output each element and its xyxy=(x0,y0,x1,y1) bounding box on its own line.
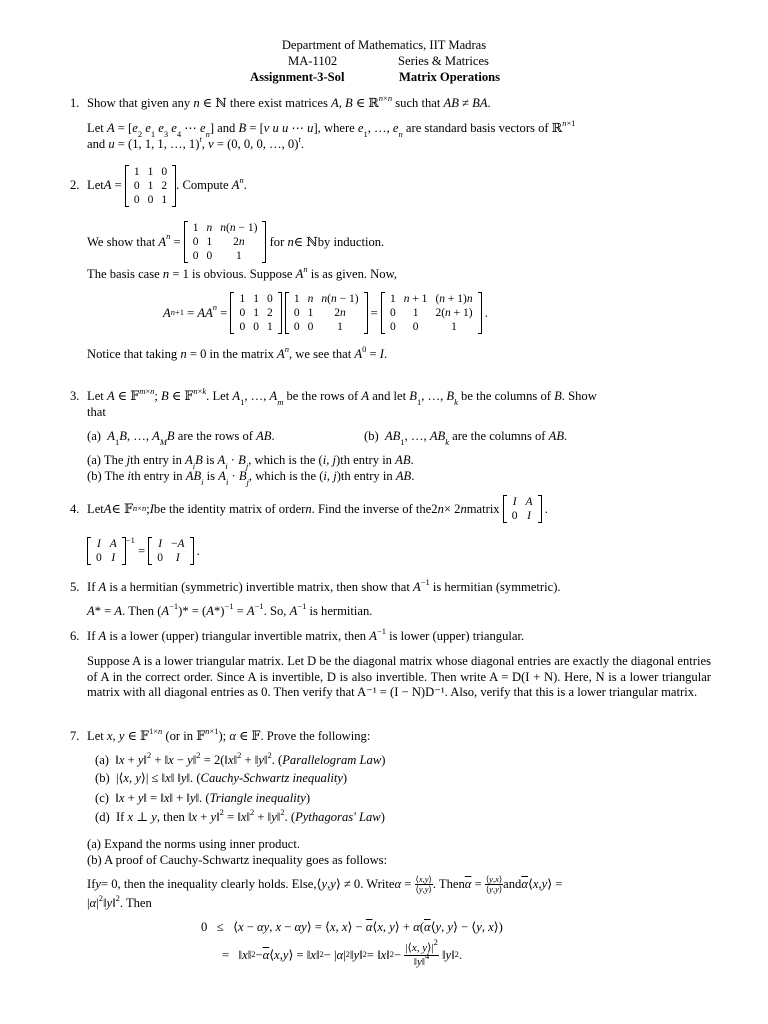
q4-solution: I A 0 I $^{-1}$ = I −A 0 I . xyxy=(87,533,200,569)
q2-matrix-a: 1 1 0 0 1 2 0 0 1 xyxy=(125,165,176,207)
course-code: MA-1102 xyxy=(288,54,338,68)
q5-solution: A* = A. Then $(A^{-1})* = (A*)^{-1} = A^{-1}$. So, $A^{-1}$ is hermitian. xyxy=(87,600,373,618)
q7-proof-eq: = ‖ x ‖ $^2$ − $\overline{\alpha}$ ⟨ x , y ⟩ = ‖ x ‖ $^2$ − | α | $^2$ ‖ y ‖ $^2$ = ‖ x ‖ $^2$ − $\frac{|⟨x, y⟩|^2}{‖y‖^4}$ ‖ y ‖ $^2$ . xyxy=(222,936,463,968)
q3-solution-b: (b) The ith entry in $AB_i$ is $A_i \cdot B_j$, which is the (i, j)th entry in AB. xyxy=(87,469,415,487)
department-title: Department of Mathematics, IIT Madras xyxy=(281,38,487,52)
q1-statement: Show that given any n ∈ ℕ there exist matrices A, B ∈ ℝ$^{n\times n}$ such that AB ≠ BA. xyxy=(87,92,491,110)
q3-part-b: (b) $AB_1$, …, $AB_k$ are the columns of AB. xyxy=(364,429,568,447)
q7-proof-line2: $|\alpha|^2‖y‖^2$. Then xyxy=(87,892,152,910)
q7-item-c: (c) ‖x + y‖ = ‖x‖ + ‖y‖. (Triangle inequality) xyxy=(95,791,311,805)
q3-statement-cont: that xyxy=(87,405,106,419)
q7-item-a: (a) ‖x + y‖$^2$ + ‖x − y‖$^2$ = 2(‖x‖$^2$ + ‖y‖$^2$. (Parallelogram Law) xyxy=(95,749,386,767)
q3-solution-a: (a) The jth entry in $A_iB$ is $A_i \cdot B_j$, which is the (i, j)th entry in AB. xyxy=(87,453,414,471)
q7-proof-ineq: 0 ≤ ⟨x − αy, x − αy⟩ = ⟨x, x⟩ − $\overline{\alpha}⟨x$, y⟩ + $\alpha(\overline{\alpha}⟨y$, y⟩ − ⟨y, x⟩) xyxy=(201,920,503,934)
q6-number: 6. xyxy=(70,629,80,643)
q4-number: 4. xyxy=(70,502,80,516)
assignment-title: Assignment-3-Sol xyxy=(250,70,345,84)
topic-title: Matrix Operations xyxy=(399,70,501,84)
q1-solution-line1: Let $A = [e_2$ $e_1$ $e_3$ $e_4$ ⋯ $e_n$] and B = [v u u ⋯ u], where $e_1$, …, $e_n$ are standard basis vectors of ℝ$^{n\times 1}$ xyxy=(87,117,576,139)
q2-claim: We show that $A^n$ = 1 n n(n − 1) 0 1 2n 0 0 1 for n ∈ ℕ by induction. xyxy=(87,222,385,262)
course-name: Series & Matrices xyxy=(398,54,489,68)
q7-item-d: (d) If x ⊥ y, then ‖x + y‖$^2$ = ‖x‖$^2$ + ‖y‖$^2$. (Pythagoras' Law) xyxy=(95,806,385,824)
q3-number: 3. xyxy=(70,389,80,403)
q7-solution-a: (a) Expand the norms using inner product. xyxy=(87,837,300,851)
q4-solution-rhs: I −A 0 I xyxy=(148,537,193,565)
q4-statement: Let A ∈ 𝔽 $^{n \times n}$ ; I be the identity matrix of order n . Find the inverse of the 2 n × 2 n matrix I A 0 I . xyxy=(87,496,548,522)
q2-induction-step: A $^{n +1}$ = $AA^n$ = 1 1 0 0 1 2 0 0 1 1 n n(n − 1) 0 1 2n 0 0 1 = 1 n + 1 (n + 1)n 0 1 2(n + 1) 0 0 1 . xyxy=(163,293,488,333)
q5-number: 5. xyxy=(70,580,80,594)
q2-notice: Notice that taking n = 0 in the matrix $A^n$, we see that $A^0 = I$. xyxy=(87,343,388,361)
q5-statement: If A is a hermitian (symmetric) invertible matrix, then show that $A^{-1}$ is hermitian (symmetric). xyxy=(87,576,561,594)
q3-part-a: (a) $A_1B$, …, $A_MB$ are the rows of AB. xyxy=(87,429,275,447)
q2-statement: Let A = 1 1 0 0 1 2 0 0 1 . Compute $A^n$ . xyxy=(87,165,247,206)
q6-solution: Suppose A is a lower triangular matrix. Let D be the diagonal matrix whose diagonal entries are exactly the diagonal entries of A in the correct order. Since A is invertible, D is also invertible. Then write A = D(I + N). Here, N is a lower triangular matrix with all diagonal entries as 0. Then verify that A⁻¹ = (I − N)D⁻¹. Also, verify that this is a lower triangular matrix. xyxy=(87,654,711,699)
q7-statement: Let x, y ∈ 𝔽$^{1\times n}$ (or in 𝔽$^{n\times 1}$); α ∈ 𝔽. Prove the following: xyxy=(87,725,371,743)
q4-solution-lhs: I A 0 I xyxy=(87,537,126,565)
q7-item-b: (b) |⟨x, y⟩| ≤ ‖x‖ ‖y‖. (Cauchy-Schwartz inequality) xyxy=(95,771,348,785)
q6-statement: If A is a lower (upper) triangular invertible matrix, then $A^{-1}$ is lower (upper) triangular. xyxy=(87,625,525,643)
q7-proof-line1: If y = 0 , then the inequality clearly holds. Else, ⟨ y , y ⟩ ≠ 0 . Write α = $\frac{⟨x,y⟩}{⟨y,y⟩}$ . Then $\overline{\alpha}$ = $\frac{⟨y,x⟩}{⟨y,y⟩}$ and $\overline{\alpha}$ ⟨ x , y ⟩ = xyxy=(87,873,563,894)
q3-statement: Let A ∈ 𝔽$^{m\times n}$; B ∈ 𝔽$^{n\times k}$. Let $A_1$, …, $A_m$ be the rows of A and let $B_1$, …, $B_k$ be the columns of B. Show xyxy=(87,385,597,407)
q1-number: 1. xyxy=(70,96,80,110)
q4-block-matrix: I A 0 I xyxy=(503,495,542,523)
q2-matrix-step-a: 1 1 0 0 1 2 0 0 1 xyxy=(230,292,281,334)
q2-matrix-step-an: 1 n n(n − 1) 0 1 2n 0 0 1 xyxy=(285,292,368,334)
q2-matrix-an: 1 n n(n − 1) 0 1 2n 0 0 1 xyxy=(184,221,267,263)
q2-basis: The basis case n = 1 is obvious. Suppose $A^n$ is as given. Now, xyxy=(87,263,397,281)
q7-number: 7. xyxy=(70,729,80,743)
q2-matrix-result: 1 n + 1 (n + 1)n 0 1 2(n + 1) 0 0 1 xyxy=(381,292,482,334)
q7-solution-b: (b) A proof of Cauchy-Schwartz inequality goes as follows: xyxy=(87,853,388,867)
q1-solution-line2: and u = (1, 1, 1, …, 1)$^t$, v = (0, 0, 0, …, 0)$^t$. xyxy=(87,133,304,151)
q2-number: 2. xyxy=(70,178,80,192)
